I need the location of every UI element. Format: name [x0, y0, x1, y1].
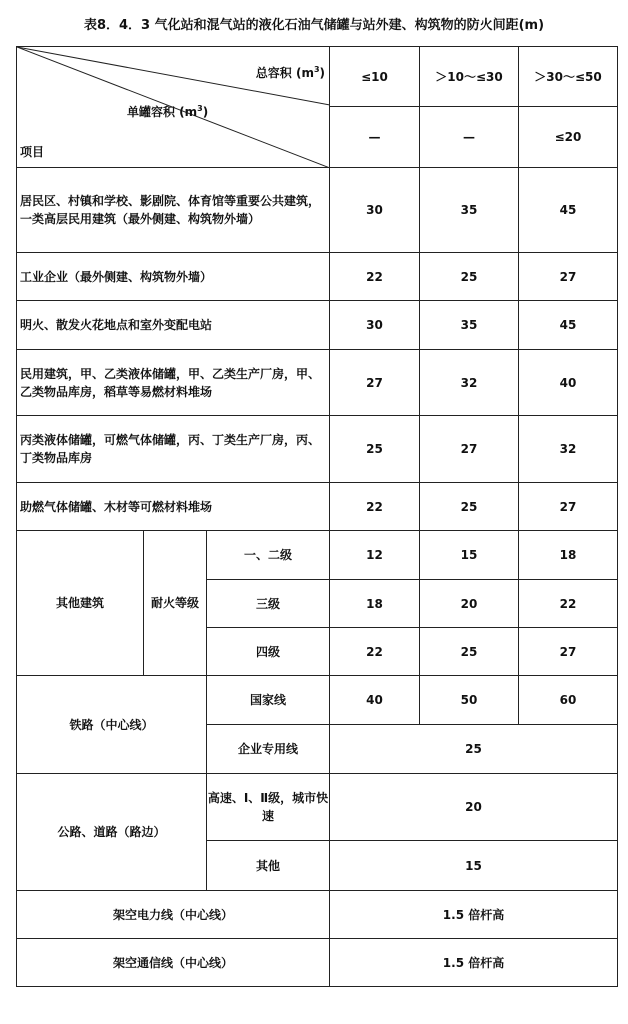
cell-value: 27	[330, 350, 420, 416]
road-highway-label: 高速、Ⅰ、Ⅱ级，城市快速	[207, 774, 330, 841]
cell-value: 22	[330, 628, 420, 676]
railway-enterprise-value: 25	[330, 725, 618, 774]
table-row	[17, 253, 618, 301]
table-row	[17, 891, 618, 939]
power-line-value: 1.5 倍杆高	[330, 891, 618, 939]
single-limit-1: —	[330, 107, 420, 168]
cell-value: 25	[420, 628, 519, 676]
road-label: 公路、道路（路边）	[17, 774, 207, 891]
cell-value: 45	[519, 301, 618, 350]
road-other-label: 其他	[207, 841, 330, 891]
table-row	[17, 350, 618, 416]
table-row	[17, 676, 618, 725]
cell-value: 32	[519, 416, 618, 483]
row-label: 民用建筑，甲、乙类液体储罐，甲、乙类生产厂房，甲、乙类物品库房，稻草等易燃材料堆场	[17, 350, 330, 416]
cell-value: 25	[330, 416, 420, 483]
cell-value: 32	[420, 350, 519, 416]
road-highway-value: 20	[330, 774, 618, 841]
cell-value: 25	[420, 483, 519, 531]
cell-value: 12	[330, 531, 420, 580]
cell-value: 15	[420, 531, 519, 580]
cell-value: 30	[330, 168, 420, 253]
cell-value: 27	[519, 628, 618, 676]
cell-value: 27	[519, 253, 618, 301]
cell-value: 27	[420, 416, 519, 483]
grade-label: 三级	[207, 580, 330, 628]
col-header-2: ＞10～≤30	[420, 47, 519, 107]
fire-rating-label: 耐火等级	[144, 531, 207, 676]
grade-label: 一、二级	[207, 531, 330, 580]
cell-value: 25	[420, 253, 519, 301]
row-label: 助燃气体储罐、木材等可燃材料堆场	[17, 483, 330, 531]
cell-value: 27	[519, 483, 618, 531]
fire-distance-table	[16, 46, 618, 987]
col-header-1: ≤10	[330, 47, 420, 107]
row-label: 明火、散发火花地点和室外变配电站	[17, 301, 330, 350]
cell-value: 30	[330, 301, 420, 350]
single-volume-label: 单罐容积 $(m^3)$	[127, 104, 209, 119]
cell-value: 40	[330, 676, 420, 725]
cell-value: 45	[519, 168, 618, 253]
total-volume-label: 总容积 $(m^3)$	[255, 65, 326, 80]
table-row	[17, 774, 618, 841]
table-title: 表8．4．3 气化站和混气站的液化石油气储罐与站外建、构筑物的防火间距(m)	[83, 18, 545, 33]
header-row-total	[17, 47, 618, 107]
railway-national-label: 国家线	[207, 676, 330, 725]
comm-line-label: 架空通信线（中心线）	[17, 939, 330, 987]
railway-enterprise-label: 企业专用线	[207, 725, 330, 774]
cell-value: 35	[420, 301, 519, 350]
row-label: 工业企业（最外侧建、构筑物外墙）	[17, 253, 330, 301]
cell-value: 35	[420, 168, 519, 253]
single-limit-2: —	[420, 107, 519, 168]
road-other-value: 15	[330, 841, 618, 891]
railway-label: 铁路（中心线）	[17, 676, 207, 774]
cell-value: 22	[330, 483, 420, 531]
grade-label: 四级	[207, 628, 330, 676]
table-row	[17, 483, 618, 531]
cell-value: 50	[420, 676, 519, 725]
table-row	[17, 531, 618, 580]
row-label: 丙类液体储罐，可燃气体储罐，丙、丁类生产厂房，丙、丁类物品库房	[17, 416, 330, 483]
table-row	[17, 301, 618, 350]
cell-value: 18	[330, 580, 420, 628]
table-row	[17, 168, 618, 253]
comm-line-value: 1.5 倍杆高	[330, 939, 618, 987]
table-row	[17, 416, 618, 483]
cell-value: 20	[420, 580, 519, 628]
header-diagonal-cell	[17, 47, 330, 168]
cell-value: 22	[519, 580, 618, 628]
cell-value: 40	[519, 350, 618, 416]
single-limit-3: ≤20	[519, 107, 618, 168]
cell-value: 60	[519, 676, 618, 725]
row-label: 居民区、村镇和学校、影剧院、体育馆等重要公共建筑，一类高层民用建筑（最外侧建、构筑物外墙）	[17, 168, 330, 253]
item-label: 项目	[20, 145, 45, 159]
table-row	[17, 939, 618, 987]
other-buildings-label: 其他建筑	[17, 531, 144, 676]
power-line-label: 架空电力线（中心线）	[17, 891, 330, 939]
col-header-3: ＞30～≤50	[519, 47, 618, 107]
cell-value: 22	[330, 253, 420, 301]
cell-value: 18	[519, 531, 618, 580]
